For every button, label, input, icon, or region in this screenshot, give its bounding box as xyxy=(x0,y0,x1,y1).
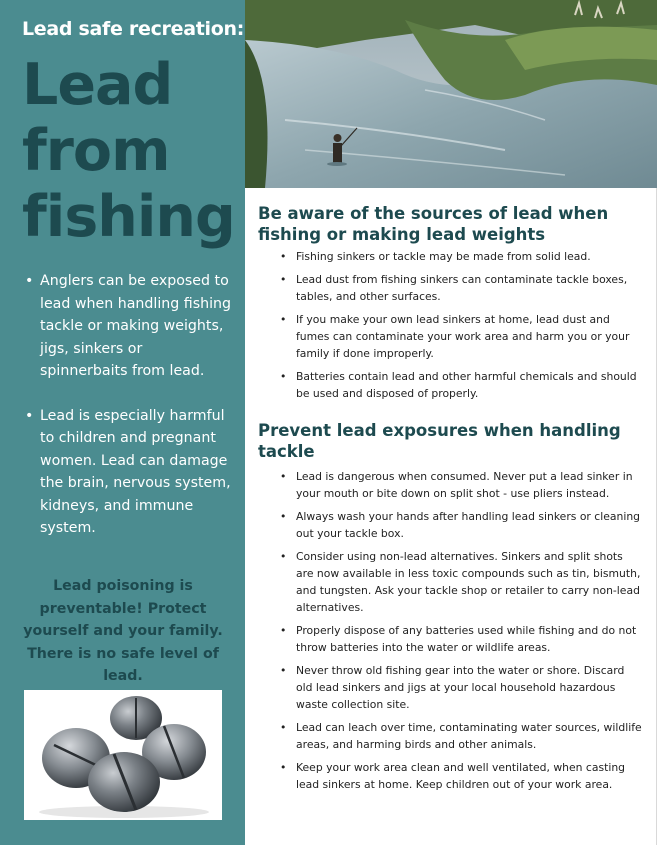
sidebar-panel xyxy=(0,0,245,845)
list-item: • Always wash your hands after handling lead sinkers or cleaning out your tackle box. xyxy=(258,508,643,542)
prevention-list xyxy=(258,468,643,799)
lead-sinkers-illustration xyxy=(24,690,222,820)
list-item: • Fishing sinkers or tackle may be made from solid lead. xyxy=(258,248,643,265)
list-item: • Lead can leach over time, contaminating water sources, wildlife areas, and harming birds and other animals. xyxy=(258,719,643,753)
sidebar-key-points xyxy=(22,270,232,562)
list-item: • Never throw old fishing gear into the water or shore. Discard old lead sinkers and jigs at your local household hazardous waste collection site. xyxy=(258,662,643,713)
headline-line-2: from xyxy=(22,118,170,184)
list-item: • If you make your own lead sinkers at home, lead dust and fumes can contaminate your work area and harm you or your family if done improperly. xyxy=(258,311,643,362)
kicker-title: Lead safe recreation: xyxy=(22,18,244,40)
section-title-prevent: Prevent lead exposures when handling tackle xyxy=(258,421,621,461)
river-scene-illustration xyxy=(245,0,657,188)
headline-line-3: fishing xyxy=(22,184,235,250)
key-point: • Lead is especially harmful to children and pregnant women. Lead can damage the brain, nervous system, kidneys, and immune system. xyxy=(22,405,232,540)
list-item: • Lead dust from fishing sinkers can contaminate tackle boxes, tables, and other surfaces. xyxy=(258,271,643,305)
list-item: • Properly dispose of any batteries used while fishing and do not throw batteries into the water or wildlife areas. xyxy=(258,622,643,656)
headline xyxy=(22,52,244,250)
section-title-sources: Be aware of the sources of lead when fishing or making lead weights xyxy=(258,204,609,244)
list-item: • Batteries contain lead and other harmful chemicals and should be used and disposed of properly. xyxy=(258,368,643,402)
prevention-callout: Lead poisoning is preventable! Protect yourself and your family. There is no safe level of lead. xyxy=(23,578,223,684)
list-item: • Keep your work area clean and well ventilated, when casting lead sinkers at home. Keep children out of your work area. xyxy=(258,759,643,793)
list-item: • Consider using non-lead alternatives. Sinkers and split shots are now available in less toxic compounds such as tin, bismuth, and tungsten. Ask your tackle shop or retailer to carry non-lead alternatives. xyxy=(258,548,643,616)
lead-sinkers-photo xyxy=(24,690,222,820)
river-angler-photo xyxy=(245,0,657,188)
list-item: • Lead is dangerous when consumed. Never put a lead sinker in your mouth or bite down on split shot - use pliers instead. xyxy=(258,468,643,502)
headline-line-1: Lead xyxy=(22,52,173,118)
key-point: • Anglers can be exposed to lead when handling fishing tackle or making weights, jigs, sinkers or spinnerbaits from lead. xyxy=(22,270,232,383)
sources-list xyxy=(258,248,643,408)
